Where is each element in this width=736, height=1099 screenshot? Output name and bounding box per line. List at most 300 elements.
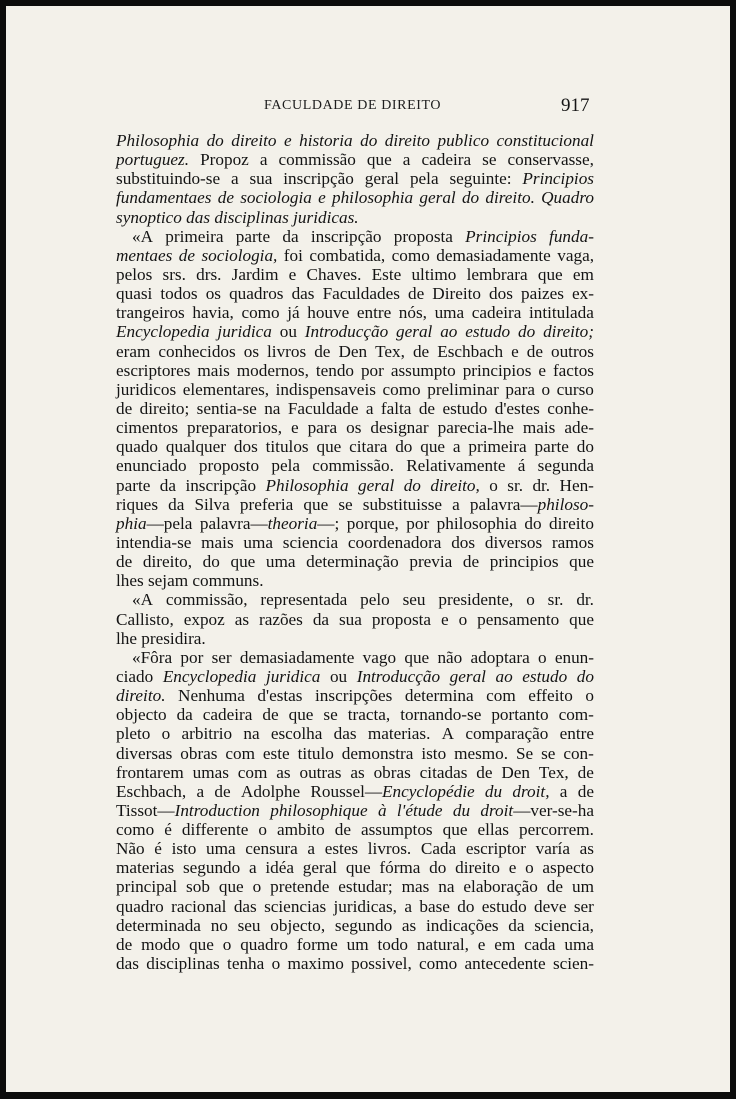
word: aspecto [542,858,594,878]
word: principios [462,360,532,380]
word: como [116,820,155,840]
word: estudar; [338,877,393,897]
word: os [243,341,260,361]
word: presidira. [141,628,206,648]
word: sua [249,169,273,189]
word: demasiadamente [436,245,551,265]
word: de [217,188,234,208]
word: quasi [116,284,153,304]
word: tenha [227,954,265,974]
word: Faculdade [287,398,359,418]
text-line [116,476,594,495]
word: determina [404,686,474,706]
word: de [214,781,231,801]
word: do [576,666,594,686]
word: direito. [116,686,166,706]
word: curso [556,379,594,399]
word: titulo [297,743,334,763]
word: lhe [116,628,137,648]
word: de [178,245,195,265]
word: a [365,398,374,418]
word: enun- [554,647,594,667]
word: direito, [430,475,480,495]
word: ellas [477,820,509,840]
word: segundo [182,858,241,878]
text-line [116,514,594,533]
word: da [312,609,330,629]
word: que [537,264,563,284]
word: historia [299,131,353,150]
word: a [196,781,205,801]
word: de [116,398,133,418]
word: preferia [239,494,294,514]
word: as [276,762,291,782]
word: representada [260,590,348,610]
word: natural, [416,934,469,954]
word: lhes [116,571,144,591]
word: seu [237,915,261,935]
word: das [186,207,211,227]
word: Principios [522,169,594,189]
word: direito [549,513,594,533]
word: no [210,915,228,935]
word: arbitrio [181,724,233,744]
page-number: 917 [561,95,590,116]
word: se [541,743,556,763]
word: lembrara [466,264,528,284]
word: de [116,934,133,954]
word: uma [564,934,594,954]
word: «Fôra [132,647,173,667]
word: demasiadamente [239,647,355,667]
word: sob [186,877,210,897]
word: direito [384,131,430,150]
word: que [345,858,371,878]
word: que [442,820,468,840]
text-line [116,820,594,839]
word: substituisse [362,494,443,514]
word: geral [302,858,338,878]
word: philosophique [270,800,368,820]
word: a [230,169,239,189]
word: du [452,800,471,820]
word: pretende [270,877,330,897]
word: do [429,858,447,878]
word: é [164,820,172,840]
word: juridica [265,666,321,686]
word: Este [371,264,402,284]
word: ou [329,666,348,686]
word: d'estes [494,398,540,418]
word: isto [171,839,197,859]
text-line [116,437,594,456]
word: falta [380,398,412,418]
word: do [202,552,220,572]
word: a [402,150,411,170]
word: forme [296,934,338,954]
word: citara [349,437,388,457]
word: de [577,762,594,782]
text-line [116,495,594,514]
word: para [505,379,535,399]
word: Den [338,341,368,361]
page-header [6,95,730,120]
word: o [525,858,534,878]
word: disciplinas [214,207,289,227]
word: Se [515,743,534,763]
word: do [518,322,536,342]
text-line [116,188,594,207]
text-line [116,763,594,782]
word: a [452,494,460,514]
word: havia, [192,303,234,323]
text-line [116,954,594,973]
word: fundamentaes [116,188,212,208]
word: diversos [484,532,543,552]
word: inscripções [315,686,393,706]
text-line [116,724,594,743]
word: que [189,934,214,954]
word: drs. [196,264,222,284]
word: Den [501,762,531,782]
text-line [116,246,594,265]
word: como [382,379,421,399]
text-line [116,208,594,227]
word: do [360,131,378,150]
word: de [577,781,594,801]
word: paizes [521,284,564,304]
word: Jardim [231,264,279,284]
word: as [579,839,594,859]
word: uma [206,839,236,859]
word: outras [299,762,342,782]
word: philosophia [331,188,414,208]
word: cadeira [202,705,253,725]
word: ser [211,647,232,667]
word: parte [116,475,151,495]
word: trangeiros [116,303,185,323]
word: ou [279,322,297,342]
word: palavra—philoso- [469,494,594,514]
word: sejam [147,571,189,591]
word: os [205,284,221,304]
text-line [116,169,594,188]
word: uma [265,552,296,572]
word: varía [535,839,570,859]
word: ultimo [411,264,457,284]
word: ex- [572,284,594,304]
word: na [243,724,260,744]
word: e [538,360,547,380]
word: communs. [192,571,264,591]
word: assumpto [390,360,456,380]
word: commissão [278,150,356,170]
word: com [486,686,516,706]
word: disciplinas [146,954,220,974]
word: se [482,150,497,170]
word: Principios [465,226,537,246]
word: a [559,781,568,801]
word: pleto [116,724,151,744]
word: como [391,245,430,265]
word: l'étude [396,800,443,820]
word: commissão, [165,590,248,610]
word: Propoz [200,150,249,170]
word: as [350,762,365,782]
text-line [116,705,594,724]
word: não [437,647,463,667]
word: vaga, [557,245,594,265]
word: direito; [543,322,594,342]
word: portuguez. [116,150,190,170]
word: conhe- [547,398,594,418]
word: direito [455,858,500,878]
word: foi [283,245,303,265]
word: á [517,456,526,476]
word: objecto [116,705,167,725]
word: das [291,284,315,304]
word: proposta [393,226,453,246]
word: à [377,800,387,820]
word: direito, [142,552,193,572]
word: commissão. [312,456,394,476]
word: elaboração [463,877,538,897]
word: eram [116,341,151,361]
word: obras [373,762,411,782]
word: elementares, [182,379,270,399]
word: quado [116,437,159,457]
word: direito [231,131,277,150]
text-line [116,916,594,935]
word: Introducção [304,322,389,342]
word: diversas [116,743,173,763]
word: com [237,762,268,782]
word: e [511,341,519,361]
word: d'estas [257,686,303,706]
text-line [116,456,594,475]
text-line [116,935,594,954]
word: principal [116,877,178,897]
text-line [116,131,594,150]
word: do [576,437,594,457]
text-line [116,380,594,399]
word: estudo [481,896,527,916]
word: do [524,513,542,533]
word: Philosophia [265,475,349,495]
word: Hen- [559,475,594,495]
word: e [318,188,326,208]
word: ao [440,322,458,342]
word: livros. [367,839,412,859]
word: mentaes [116,245,173,265]
word: antecedente [464,954,546,974]
book-page [6,6,730,1092]
word: inscripção [283,169,354,189]
word: Philosophia [116,131,200,150]
text-line [116,629,594,648]
word: e [283,131,292,150]
word: que [218,877,244,897]
word: entre [559,724,594,744]
word: modo [141,934,181,954]
word-gap [264,571,268,590]
word: dos [451,532,476,552]
word: por [180,647,204,667]
word: com- [558,705,594,725]
word: a [248,858,257,878]
word: estudo [442,398,488,418]
word: de [418,398,436,418]
word: censura [245,839,298,859]
word: phia—pela [116,513,193,533]
word: sr. [507,475,524,495]
word: demonstra [341,743,414,763]
word: juridicas, [333,896,397,916]
word: geral [358,475,395,495]
word: da [282,226,299,246]
word: «A [132,590,154,610]
word: sociologia, [201,245,278,265]
word: sentia-se [196,398,257,418]
word: de [476,762,493,782]
word: Silva [194,494,230,514]
word: uma [434,303,465,323]
word: Roussel—Encyclopédie [310,781,475,801]
word: tornando-se [400,705,482,725]
word: geral [364,169,400,189]
word: das [233,896,257,916]
word: geral [419,188,456,208]
text-line [116,322,594,341]
word: o [585,686,594,706]
word: tendo [315,360,355,380]
text-line [116,801,594,820]
word: objecto, [270,915,326,935]
word: em [572,264,594,284]
word: fórma [379,858,421,878]
word: vago [362,647,397,667]
word: Callisto, [116,609,174,629]
word: ramos [551,532,594,552]
word: que [230,552,256,572]
text-line [116,552,594,571]
word: Encyclopedia [162,666,257,686]
word: du [484,781,503,801]
word: Cada [420,839,457,859]
word: palavra—theoria—; [199,513,340,533]
word: direito. [485,188,535,208]
word: possivel, [351,954,412,974]
word: de [334,820,351,840]
word: razões [258,609,303,629]
word: primeira [165,226,224,246]
word: sr. [547,590,564,610]
word: obras [180,743,218,763]
word: mais [522,418,556,438]
word: portanto [491,705,549,725]
word: factos [552,360,594,380]
word: funda- [549,226,594,246]
word: de [407,284,425,304]
word: cadeira [471,303,522,323]
text-line [116,533,594,552]
word: proposto [198,456,260,476]
word: percorrem. [518,820,594,840]
word: outros [550,341,594,361]
word: combatida, [309,245,386,265]
word: de [546,877,564,897]
word: droit, [512,781,550,801]
word: tracta, [347,705,391,725]
word: determinação [306,552,399,572]
word: coordenadora [347,532,442,552]
word: a [307,839,316,859]
word: que [366,150,392,170]
word: parte [235,226,271,246]
word: que [569,552,594,572]
word: estes [324,839,359,859]
word: de [314,341,331,361]
word: segundo [334,915,393,935]
word: designar [370,418,429,438]
word: A [441,724,455,744]
word: é [154,839,162,859]
word: preparatorios, [187,418,282,438]
text-line [116,877,594,896]
word: geral [449,666,486,686]
word: previa [409,552,453,572]
word: os [346,418,362,438]
word: adoptara [470,647,530,667]
word: Direito [432,284,481,304]
word: direito; [139,398,190,418]
word: ao [495,666,513,686]
word: Não [116,839,145,859]
word: modernos, [236,360,309,380]
text-line [116,571,594,590]
word: riques [116,494,159,514]
word: juridica [217,322,272,342]
word: já [287,303,300,323]
word: cimentos [116,418,179,438]
word: porque, [346,513,399,533]
word: sua [338,609,362,629]
word: sciencia, [534,915,594,935]
word: pela [409,169,439,189]
word: escriptor [465,839,526,859]
word: geral [396,322,433,342]
word: que [288,705,314,725]
word: de [526,341,543,361]
word: o [526,590,535,610]
word-gap [359,208,363,227]
word: dr. [532,475,551,495]
word: con- [563,743,594,763]
word: indicações [425,915,499,935]
word: a [452,437,461,457]
word: maximo [287,954,344,974]
word: intendia-se [116,532,192,552]
text-line [116,150,594,169]
word: na [264,398,281,418]
word: conhecidos [158,341,236,361]
body-text [116,131,594,973]
word: deve [534,896,567,916]
word: e [290,418,299,438]
word: o [541,379,551,399]
running-title: FACULDADE DE DIREITO [264,98,442,113]
text-line [116,667,594,686]
